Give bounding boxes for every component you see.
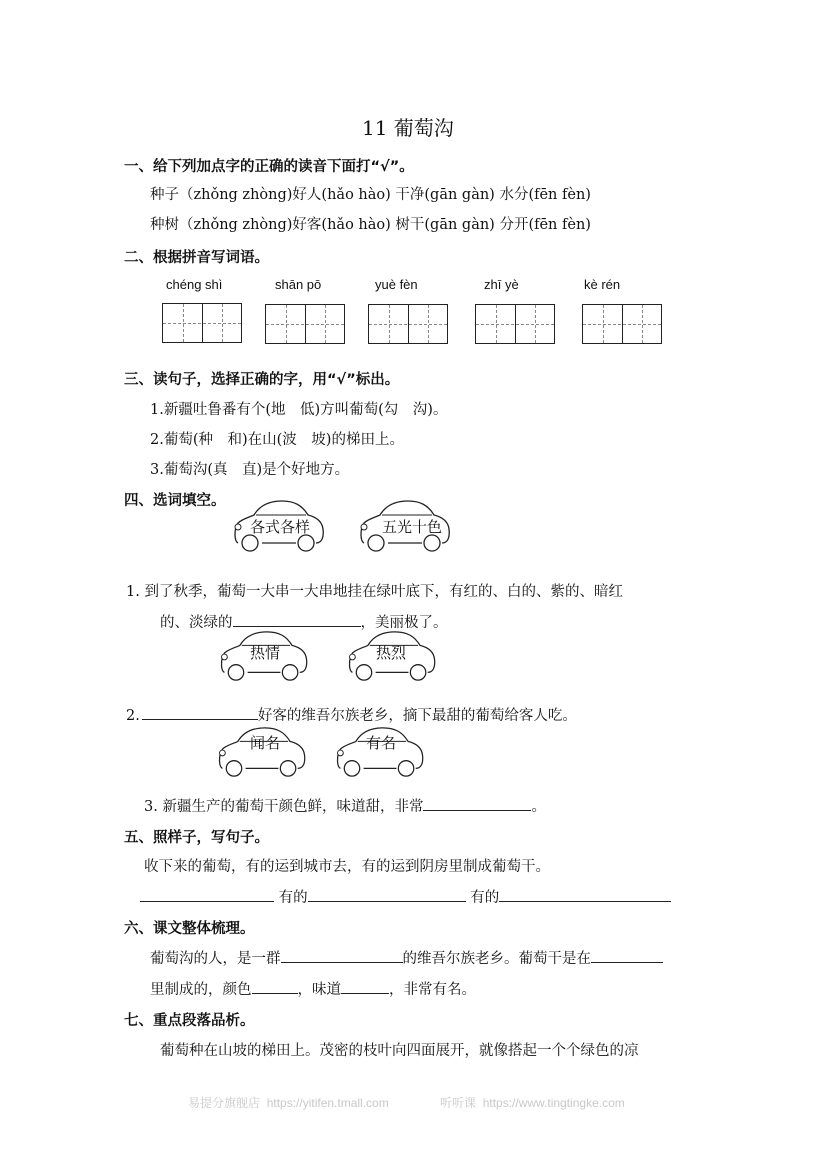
footer-right-store: 听听课 <box>440 1096 477 1110</box>
question-text: ，非常有名。 <box>389 982 476 998</box>
car-label: 有名 <box>366 734 397 752</box>
pinyin-3: yuè fèn <box>375 277 418 292</box>
footer-left <box>188 1094 389 1111</box>
answer-blank[interactable] <box>252 979 298 994</box>
section-4-question-1-line-1: 1. 到了秋季，葡萄一大串一大串地挂在绿叶底下，有红的、白的、紫的、暗红 <box>126 584 623 600</box>
writing-grid[interactable] <box>475 304 555 344</box>
section-3-question-3: 3.葡萄沟(真 直)是个好地方。 <box>150 462 350 478</box>
writing-grid[interactable] <box>162 303 242 343</box>
question-text: ，味道 <box>297 982 341 998</box>
section-3-heading: 三、读句子，选择正确的字，用“√”标出。 <box>124 372 400 388</box>
question-text: ，美丽极了。 <box>360 615 448 631</box>
answer-blank[interactable] <box>142 705 258 720</box>
answer-blank[interactable] <box>233 612 361 627</box>
writing-grid[interactable] <box>368 304 448 344</box>
question-text: 葡萄沟的人，是一群 <box>150 951 281 967</box>
footer-right <box>440 1094 625 1111</box>
answer-blank[interactable] <box>423 796 531 811</box>
question-text: 的维吾尔族老乡。葡萄干是在 <box>402 951 591 967</box>
question-text: 3. 新疆生产的葡萄干颜色鲜，味道甜，非常 <box>144 799 424 815</box>
page-title: 11 葡萄沟 <box>362 116 454 140</box>
word-choice-car[interactable] <box>334 724 426 780</box>
answer-blank[interactable] <box>591 948 663 963</box>
word-choice-car[interactable] <box>232 497 326 555</box>
question-text: 。 <box>531 799 546 815</box>
you-de-label: 有的 <box>470 890 500 906</box>
section-1-heading: 一、给下列加点字的正确的读音下面打“√”。 <box>124 159 414 175</box>
section-4-question-2 <box>126 704 577 725</box>
answer-blank[interactable] <box>499 887 671 902</box>
pinyin-2: shān pō <box>275 277 322 292</box>
footer-left-url[interactable]: https://yitifen.tmall.com <box>266 1096 389 1110</box>
section-5-heading: 五、照样子，写句子。 <box>124 830 269 846</box>
car-label: 各式各样 <box>250 518 311 536</box>
writing-grid[interactable] <box>582 304 662 344</box>
section-1-row-1: 种子（zhǒng zhòng)好人(hǎo hào) 干净(gān gàn) 水分(fēn fèn) <box>150 187 591 203</box>
pinyin-1: chéng shì <box>166 277 223 292</box>
question-text: 的、淡绿的 <box>160 615 233 631</box>
footer-left-store: 易提分旗舰店 <box>188 1096 261 1110</box>
section-5-answer-line <box>140 886 671 907</box>
section-4-heading: 四、选词填空。 <box>124 493 226 509</box>
answer-blank[interactable] <box>281 948 403 963</box>
writing-grid[interactable] <box>265 304 345 344</box>
question-text: 好客的维吾尔族老乡，摘下最甜的葡萄给客人吃。 <box>257 708 577 724</box>
question-number: 2. <box>126 708 140 724</box>
footer-right-url[interactable]: https://www.tingtingke.com <box>482 1096 625 1110</box>
section-6-line-2 <box>150 978 476 999</box>
word-choice-car[interactable] <box>216 724 308 780</box>
section-3-question-2: 2.葡萄(种 和)在山(波 坡)的梯田上。 <box>150 432 404 448</box>
answer-blank[interactable] <box>341 979 389 994</box>
car-label: 闻名 <box>250 734 281 752</box>
word-choice-car[interactable] <box>218 628 310 684</box>
section-2-heading: 二、根据拼音写词语。 <box>124 250 269 266</box>
you-de-label: 有的 <box>278 890 308 906</box>
section-7-paragraph: 葡萄种在山坡的梯田上。茂密的枝叶向四面展开，就像搭起一个个绿色的凉 <box>160 1043 639 1059</box>
car-label: 热情 <box>250 644 281 662</box>
answer-blank[interactable] <box>140 887 274 902</box>
section-4-question-3 <box>144 795 546 816</box>
section-6-line-1 <box>150 947 663 968</box>
section-7-heading: 七、重点段落品析。 <box>124 1013 255 1029</box>
answer-blank[interactable] <box>308 887 466 902</box>
section-5-example: 收下来的葡萄，有的运到城市去，有的运到阴房里制成葡萄干。 <box>144 859 550 875</box>
section-1-row-2: 种树（zhǒng zhòng)好客(hǎo hào) 树干(gān gàn) 分开(fēn fèn) <box>150 217 591 233</box>
section-3-question-1: 1.新疆吐鲁番有个(地 低)方叫葡萄(勾 沟)。 <box>150 402 448 418</box>
car-label: 热烈 <box>376 644 407 662</box>
question-text: 里制成的，颜色 <box>150 982 252 998</box>
word-choice-car[interactable] <box>358 497 452 555</box>
car-label: 五光十色 <box>382 518 443 536</box>
pinyin-4: zhī yè <box>484 277 519 292</box>
word-choice-car[interactable] <box>346 628 438 684</box>
pinyin-5: kè rén <box>584 277 621 292</box>
section-6-heading: 六、课文整体梳理。 <box>124 921 255 937</box>
